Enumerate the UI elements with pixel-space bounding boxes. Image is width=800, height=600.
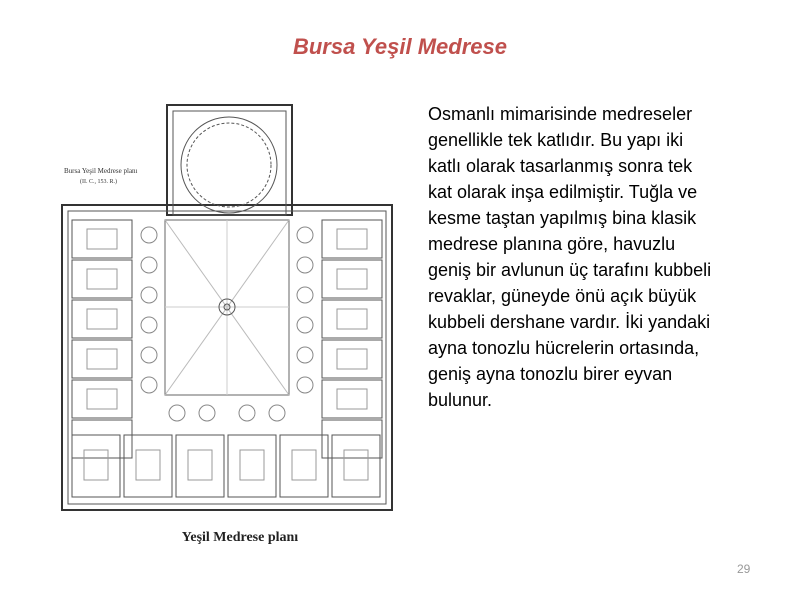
plan-reference: (II. C., 153. R.) (80, 179, 117, 185)
text-line: revaklar, güneyde önü açık büyük (428, 286, 697, 306)
text-line: kubbeli dershane vardır. İki yandaki (428, 312, 711, 332)
text-line: ayna tonozlu hücrelerin ortasında, (428, 338, 700, 358)
text-line: Osmanlı mimarisinde medreseler (428, 104, 693, 124)
medrese-floor-plan (52, 95, 402, 520)
floor-plan-drawing (52, 95, 402, 520)
text-line: geniş bir avlunun üç tarafını kubbeli (428, 260, 712, 280)
text-line: genellikle tek katlıdır. Bu yapı iki (428, 130, 684, 150)
description-text (428, 104, 768, 416)
text-line: medrese planına göre, havuzlu (428, 234, 676, 254)
text-line: geniş ayna tonozlu birer eyvan (428, 364, 673, 384)
text-line: kat olarak inşa edilmiştir. Tuğla ve (428, 182, 698, 202)
text-line: katlı olarak tasarlanmış sonra tek (428, 156, 693, 176)
text-line: kesme taştan yapılmış bina klasik (428, 208, 697, 228)
figure-caption: Yeşil Medrese planı (181, 530, 299, 545)
text-line: bulunur. (428, 390, 493, 410)
plan-title: Bursa Yeşil Medrese planı (64, 167, 138, 175)
page-number: 29 (737, 562, 751, 576)
slide-title: Bursa Yeşil Medrese (292, 34, 507, 59)
